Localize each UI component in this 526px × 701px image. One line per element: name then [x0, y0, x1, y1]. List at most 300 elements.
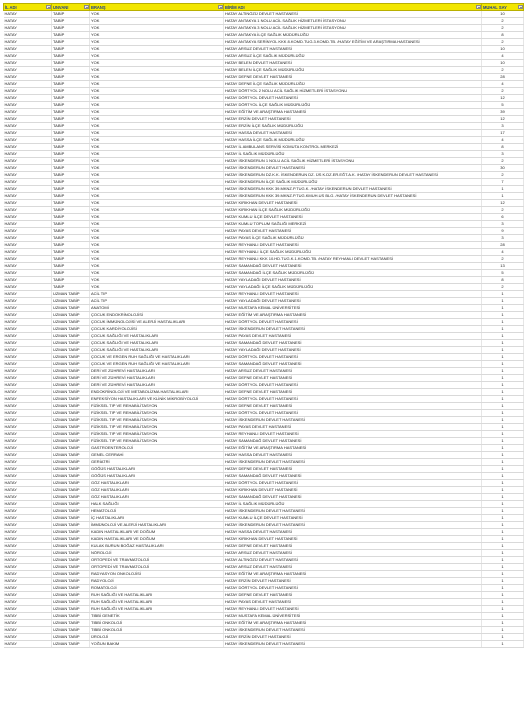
- table-cell[interactable]: 1: [482, 305, 524, 312]
- table-cell[interactable]: 1: [482, 340, 524, 347]
- table-cell[interactable]: HATAY ERZİN DEVLET HASTANESİ: [224, 634, 482, 641]
- table-cell[interactable]: 6: [482, 214, 524, 221]
- table-cell[interactable]: 1: [482, 438, 524, 445]
- table-cell[interactable]: HATAY KUMLU TOPLUM SAĞLIĞI MERKEZİ: [224, 221, 482, 228]
- table-cell[interactable]: HATAY KUMLU İLÇE DEVLET HASTANESİ: [224, 515, 482, 522]
- table-cell[interactable]: 4: [482, 53, 524, 60]
- table-cell[interactable]: UZMAN TABİP: [52, 396, 90, 403]
- filter-dropdown-icon[interactable]: [84, 5, 89, 10]
- table-cell[interactable]: UZMAN TABİP: [52, 557, 90, 564]
- table-cell[interactable]: HATAY SAMANDAĞ DEVLET HASTANESİ: [224, 473, 482, 480]
- table-cell[interactable]: HATAY: [4, 452, 52, 459]
- table-cell[interactable]: HATAY: [4, 557, 52, 564]
- table-cell[interactable]: HATAY: [4, 606, 52, 613]
- table-cell[interactable]: HATAY: [4, 214, 52, 221]
- table-cell[interactable]: HATAY: [4, 417, 52, 424]
- table-cell[interactable]: HATAY: [4, 592, 52, 599]
- table-cell[interactable]: HATAY SAMANDAĞ DEVLET HASTANESİ: [224, 361, 482, 368]
- table-cell[interactable]: HATAY KIRIKHAN DEVLET HASTANESİ: [224, 536, 482, 543]
- table-cell[interactable]: 1: [482, 431, 524, 438]
- table-cell[interactable]: HATAY İL AMBULANS SERVİSİ KOMUTA KONTROL MERKEZİ: [224, 144, 482, 151]
- table-cell[interactable]: YOK: [90, 81, 224, 88]
- table-cell[interactable]: 1: [482, 487, 524, 494]
- table-cell[interactable]: 1: [482, 291, 524, 298]
- table-cell[interactable]: HATAY REYHANLI İLÇE SAĞLIK MÜDÜRLÜĞÜ: [224, 249, 482, 256]
- table-cell[interactable]: HATAY: [4, 179, 52, 186]
- table-cell[interactable]: HATAY: [4, 88, 52, 95]
- table-cell[interactable]: UZMAN TABİP: [52, 347, 90, 354]
- table-cell[interactable]: HATAY: [4, 235, 52, 242]
- table-cell[interactable]: ACİL TIP: [90, 298, 224, 305]
- table-cell[interactable]: YOK: [90, 200, 224, 207]
- table-cell[interactable]: HATAY DEFNE DEVLET HASTANESİ: [224, 543, 482, 550]
- table-cell[interactable]: HATAY: [4, 158, 52, 165]
- table-cell[interactable]: 2: [482, 158, 524, 165]
- table-cell[interactable]: YOK: [90, 123, 224, 130]
- table-cell[interactable]: TABİP: [52, 81, 90, 88]
- table-cell[interactable]: HATAY SAMANDAĞ DEVLET HASTANESİ: [224, 263, 482, 270]
- table-cell[interactable]: 3: [482, 123, 524, 130]
- table-cell[interactable]: UZMAN TABİP: [52, 340, 90, 347]
- table-cell[interactable]: TABİP: [52, 270, 90, 277]
- table-cell[interactable]: ANATOMİ: [90, 305, 224, 312]
- table-cell[interactable]: HATAY EĞİTİM VE ARAŞTIRMA HASTANESİ: [224, 312, 482, 319]
- table-cell[interactable]: UZMAN TABİP: [52, 445, 90, 452]
- table-cell[interactable]: HATAY EĞİTİM VE ARAŞTIRMA HASTANESİ: [224, 620, 482, 627]
- table-cell[interactable]: 1: [482, 641, 524, 648]
- table-cell[interactable]: HATAY: [4, 571, 52, 578]
- table-cell[interactable]: HATAY SAMANDAĞ DEVLET HASTANESİ: [224, 438, 482, 445]
- table-cell[interactable]: TABİP: [52, 95, 90, 102]
- table-cell[interactable]: HATAY: [4, 459, 52, 466]
- table-cell[interactable]: 2: [482, 67, 524, 74]
- table-cell[interactable]: YOK: [90, 11, 224, 18]
- table-cell[interactable]: 1: [482, 480, 524, 487]
- table-cell[interactable]: HATAY İSKENDERUN DEVLET HASTANESİ: [224, 522, 482, 529]
- table-cell[interactable]: 13: [482, 263, 524, 270]
- filter-dropdown-icon[interactable]: [218, 5, 223, 10]
- table-cell[interactable]: HATAY: [4, 193, 52, 200]
- table-cell[interactable]: YOK: [90, 158, 224, 165]
- table-cell[interactable]: HATAY: [4, 522, 52, 529]
- table-cell[interactable]: HATAY EĞİTİM VE ARAŞTIRMA HASTANESİ: [224, 109, 482, 116]
- table-cell[interactable]: 1: [482, 459, 524, 466]
- table-cell[interactable]: UZMAN TABİP: [52, 571, 90, 578]
- table-cell[interactable]: 1: [482, 529, 524, 536]
- table-cell[interactable]: HATAY İL SAĞLIK MÜDÜRLÜĞÜ: [224, 501, 482, 508]
- table-cell[interactable]: TABİP: [52, 123, 90, 130]
- table-cell[interactable]: HATAY SAMANDAĞ DEVLET HASTANESİ: [224, 340, 482, 347]
- table-cell[interactable]: HATAY ARSUZ DEVLET HASTANESİ: [224, 550, 482, 557]
- table-cell[interactable]: 1: [482, 606, 524, 613]
- table-cell[interactable]: HATAY ANTAKYA 1 NOLU ACİL SAĞLIK HİZMETLERİ İSTASYONU: [224, 18, 482, 25]
- table-cell[interactable]: UZMAN TABİP: [52, 326, 90, 333]
- table-cell[interactable]: HATAY ARSUZ DEVLET HASTANESİ: [224, 564, 482, 571]
- table-cell[interactable]: 1: [482, 298, 524, 305]
- table-cell[interactable]: 1: [482, 620, 524, 627]
- table-cell[interactable]: HATAY MUSTAFA KEMAL ÜNİVERSİTESİ: [224, 305, 482, 312]
- table-cell[interactable]: YOK: [90, 284, 224, 291]
- table-cell[interactable]: HATAY DÖRTYOL 2 NOLU ACİL SAĞLIK HİZMETLERİ İSTASYONU: [224, 88, 482, 95]
- table-cell[interactable]: TABİP: [52, 116, 90, 123]
- table-cell[interactable]: TABİP: [52, 11, 90, 18]
- table-cell[interactable]: HATAY: [4, 585, 52, 592]
- table-cell[interactable]: UZMAN TABİP: [52, 375, 90, 382]
- table-cell[interactable]: YOK: [90, 228, 224, 235]
- table-cell[interactable]: DERİ VE ZÜHREVİ HASTALIKLARI: [90, 368, 224, 375]
- table-cell[interactable]: HATAY: [4, 137, 52, 144]
- table-cell[interactable]: 10: [482, 60, 524, 67]
- table-cell[interactable]: GÖZ HASTALIKLARI: [90, 487, 224, 494]
- table-cell[interactable]: YOK: [90, 60, 224, 67]
- table-cell[interactable]: HATAY REYHANLI DEVLET HASTANESİ: [224, 431, 482, 438]
- table-cell[interactable]: 1: [482, 354, 524, 361]
- table-cell[interactable]: YOK: [90, 256, 224, 263]
- table-cell[interactable]: 2: [482, 88, 524, 95]
- table-cell[interactable]: TIBBİ GENETİK: [90, 613, 224, 620]
- table-cell[interactable]: YOK: [90, 207, 224, 214]
- table-cell[interactable]: HATAY: [4, 515, 52, 522]
- filter-dropdown-icon[interactable]: [476, 5, 481, 10]
- table-cell[interactable]: YOK: [90, 116, 224, 123]
- table-cell[interactable]: TABİP: [52, 200, 90, 207]
- table-cell[interactable]: UZMAN TABİP: [52, 459, 90, 466]
- table-cell[interactable]: HATAY ARSUZ DEVLET HASTANESİ: [224, 368, 482, 375]
- table-cell[interactable]: TABİP: [52, 109, 90, 116]
- table-cell[interactable]: HATAY YAYLADAĞI DEVLET HASTANESİ: [224, 298, 482, 305]
- table-cell[interactable]: YOK: [90, 74, 224, 81]
- table-cell[interactable]: RUH SAĞLIĞI VE HASTALIKLARI: [90, 599, 224, 606]
- table-cell[interactable]: TIBBİ ONKOLOJİ: [90, 627, 224, 634]
- table-cell[interactable]: RADYOLOJİ: [90, 578, 224, 585]
- table-cell[interactable]: TABİP: [52, 39, 90, 46]
- table-cell[interactable]: ÜROLOJİ: [90, 634, 224, 641]
- table-cell[interactable]: TABİP: [52, 284, 90, 291]
- table-cell[interactable]: 39: [482, 109, 524, 116]
- table-cell[interactable]: HATAY ANTAKYA İLÇE SAĞLIK MÜDÜRLÜĞÜ: [224, 32, 482, 39]
- table-cell[interactable]: TABİP: [52, 214, 90, 221]
- table-cell[interactable]: TABİP: [52, 130, 90, 137]
- table-cell[interactable]: UZMAN TABİP: [52, 515, 90, 522]
- table-cell[interactable]: UZMAN TABİP: [52, 494, 90, 501]
- table-cell[interactable]: ÇOCUK ENDOKRİNOLOJİSİ: [90, 312, 224, 319]
- table-cell[interactable]: UZMAN TABİP: [52, 417, 90, 424]
- table-cell[interactable]: HATAY PAYAS DEVLET HASTANESİ: [224, 333, 482, 340]
- table-cell[interactable]: UZMAN TABİP: [52, 536, 90, 543]
- table-cell[interactable]: HATAY: [4, 501, 52, 508]
- table-cell[interactable]: UZMAN TABİP: [52, 627, 90, 634]
- table-cell[interactable]: 1: [482, 564, 524, 571]
- table-cell[interactable]: HATAY ERZİN İLÇE SAĞLIK MÜDÜRLÜĞÜ: [224, 123, 482, 130]
- table-cell[interactable]: TABİP: [52, 18, 90, 25]
- table-cell[interactable]: YOK: [90, 165, 224, 172]
- table-cell[interactable]: HATAY İSKENDERUN DEVLET HASTANESİ: [224, 641, 482, 648]
- table-cell[interactable]: TIBBİ ONKOLOJİ: [90, 620, 224, 627]
- table-cell[interactable]: HATAY: [4, 298, 52, 305]
- table-cell[interactable]: HATAY BELEN DEVLET HASTANESİ: [224, 60, 482, 67]
- table-cell[interactable]: 12: [482, 200, 524, 207]
- table-cell[interactable]: HATAY ALTINÖZÜ DEVLET HASTANESİ: [224, 557, 482, 564]
- table-cell[interactable]: HATAY: [4, 165, 52, 172]
- table-cell[interactable]: HATAY İSKENDERUN DEVLET HASTANESİ: [224, 459, 482, 466]
- table-cell[interactable]: HATAY: [4, 102, 52, 109]
- table-cell[interactable]: HATAY SAMANDAĞ İLÇE SAĞLIK MÜDÜRLÜĞÜ: [224, 270, 482, 277]
- table-cell[interactable]: HATAY ARSUZ İLÇE SAĞLIK MÜDÜRLÜĞÜ: [224, 53, 482, 60]
- table-cell[interactable]: HATAY DÖRTYOL DEVLET HASTANESİ: [224, 354, 482, 361]
- table-cell[interactable]: YOK: [90, 18, 224, 25]
- table-cell[interactable]: HATAY REYHANLI DEVLET HASTANESİ: [224, 242, 482, 249]
- table-cell[interactable]: HATAY: [4, 305, 52, 312]
- table-cell[interactable]: TABİP: [52, 186, 90, 193]
- table-cell[interactable]: ÇOCUK SAĞLIĞI VE HASTALIKLARI: [90, 340, 224, 347]
- table-cell[interactable]: 1: [482, 494, 524, 501]
- table-cell[interactable]: HATAY: [4, 410, 52, 417]
- table-cell[interactable]: HATAY: [4, 445, 52, 452]
- table-cell[interactable]: 1: [482, 389, 524, 396]
- table-cell[interactable]: UZMAN TABİP: [52, 354, 90, 361]
- table-cell[interactable]: HATAY HASSA DEVLET HASTANESİ: [224, 529, 482, 536]
- table-cell[interactable]: HATAY: [4, 130, 52, 137]
- table-cell[interactable]: HATAY: [4, 466, 52, 473]
- table-cell[interactable]: HATAY: [4, 494, 52, 501]
- table-cell[interactable]: HATAY: [4, 81, 52, 88]
- table-cell[interactable]: 1: [482, 347, 524, 354]
- table-cell[interactable]: HATAY İSKENDERUN DEVLET HASTANESİ: [224, 417, 482, 424]
- table-cell[interactable]: HATAY: [4, 361, 52, 368]
- table-cell[interactable]: TABİP: [52, 277, 90, 284]
- table-cell[interactable]: 2: [482, 207, 524, 214]
- table-cell[interactable]: HATAY HASSA DEVLET HASTANESİ: [224, 130, 482, 137]
- table-cell[interactable]: HATAY DÖRTYOL DEVLET HASTANESİ: [224, 480, 482, 487]
- table-cell[interactable]: 1: [482, 396, 524, 403]
- table-cell[interactable]: ACİL TIP: [90, 291, 224, 298]
- table-cell[interactable]: HATAY: [4, 480, 52, 487]
- table-cell[interactable]: FİZİKSEL TIP VE REHABİLİTASYON: [90, 424, 224, 431]
- table-cell[interactable]: UZMAN TABİP: [52, 480, 90, 487]
- table-cell[interactable]: HATAY İSKENDERUN 1 NOLU ACİL SAĞLIK HİZMETLERİ İSTASYONU: [224, 158, 482, 165]
- table-cell[interactable]: TABİP: [52, 137, 90, 144]
- table-cell[interactable]: UZMAN TABİP: [52, 585, 90, 592]
- table-cell[interactable]: HATAY: [4, 319, 52, 326]
- table-cell[interactable]: UZMAN TABİP: [52, 613, 90, 620]
- table-cell[interactable]: HATAY: [4, 627, 52, 634]
- table-cell[interactable]: TABİP: [52, 179, 90, 186]
- table-cell[interactable]: HATAY: [4, 256, 52, 263]
- table-cell[interactable]: TABİP: [52, 263, 90, 270]
- table-cell[interactable]: TABİP: [52, 207, 90, 214]
- table-cell[interactable]: 1: [482, 522, 524, 529]
- table-cell[interactable]: 1: [482, 599, 524, 606]
- table-cell[interactable]: HATAY: [4, 60, 52, 67]
- table-cell[interactable]: HATAY ERZİN DEVLET HASTANESİ: [224, 578, 482, 585]
- table-cell[interactable]: 1: [482, 571, 524, 578]
- table-cell[interactable]: HATAY: [4, 333, 52, 340]
- table-cell[interactable]: 1: [482, 585, 524, 592]
- table-cell[interactable]: RUH SAĞLIĞI VE HASTALIKLARI: [90, 592, 224, 599]
- table-cell[interactable]: UZMAN TABİP: [52, 564, 90, 571]
- table-cell[interactable]: HATAY DÖRTYOL DEVLET HASTANESİ: [224, 585, 482, 592]
- table-cell[interactable]: YOK: [90, 39, 224, 46]
- table-cell[interactable]: UZMAN TABİP: [52, 487, 90, 494]
- table-cell[interactable]: HATAY: [4, 228, 52, 235]
- table-cell[interactable]: HATAY EĞİTİM VE ARAŞTIRMA HASTANESİ: [224, 571, 482, 578]
- table-cell[interactable]: HATAY REYHANLI DEVLET HASTANESİ: [224, 291, 482, 298]
- table-cell[interactable]: TABİP: [52, 193, 90, 200]
- table-cell[interactable]: 1: [482, 473, 524, 480]
- table-cell[interactable]: YOK: [90, 102, 224, 109]
- table-cell[interactable]: YOK: [90, 221, 224, 228]
- table-cell[interactable]: UZMAN TABİP: [52, 522, 90, 529]
- table-cell[interactable]: 1: [482, 634, 524, 641]
- table-cell[interactable]: YOK: [90, 235, 224, 242]
- table-cell[interactable]: UZMAN TABİP: [52, 382, 90, 389]
- table-cell[interactable]: 1: [482, 543, 524, 550]
- table-cell[interactable]: HATAY ERZİN DEVLET HASTANESİ: [224, 116, 482, 123]
- table-cell[interactable]: HATAY: [4, 284, 52, 291]
- table-cell[interactable]: UZMAN TABİP: [52, 403, 90, 410]
- table-cell[interactable]: UZMAN TABİP: [52, 501, 90, 508]
- table-cell[interactable]: UZMAN TABİP: [52, 438, 90, 445]
- table-cell[interactable]: HATAY: [4, 32, 52, 39]
- table-cell[interactable]: YOK: [90, 144, 224, 151]
- table-cell[interactable]: 28: [482, 74, 524, 81]
- table-cell[interactable]: HATAY YAYLADAĞI İLÇE SAĞLIK MÜDÜRLÜĞÜ: [224, 284, 482, 291]
- table-cell[interactable]: UZMAN TABİP: [52, 389, 90, 396]
- table-cell[interactable]: 1: [482, 613, 524, 620]
- table-cell[interactable]: 1: [482, 627, 524, 634]
- table-cell[interactable]: TABİP: [52, 249, 90, 256]
- table-cell[interactable]: HATAY DÖRTYOL DEVLET HASTANESİ: [224, 95, 482, 102]
- table-cell[interactable]: DERİ VE ZÜHREVİ HASTALIKLARI: [90, 382, 224, 389]
- table-cell[interactable]: 12: [482, 95, 524, 102]
- table-cell[interactable]: HATAY: [4, 403, 52, 410]
- table-cell[interactable]: HATAY: [4, 641, 52, 648]
- table-cell[interactable]: YOK: [90, 25, 224, 32]
- table-cell[interactable]: 1: [482, 424, 524, 431]
- table-cell[interactable]: UZMAN TABİP: [52, 410, 90, 417]
- table-cell[interactable]: 8: [482, 32, 524, 39]
- table-cell[interactable]: UZMAN TABİP: [52, 466, 90, 473]
- table-cell[interactable]: 1: [482, 592, 524, 599]
- table-cell[interactable]: HATAY: [4, 123, 52, 130]
- table-cell[interactable]: UZMAN TABİP: [52, 550, 90, 557]
- table-cell[interactable]: TABİP: [52, 221, 90, 228]
- table-cell[interactable]: HATAY: [4, 389, 52, 396]
- table-cell[interactable]: 3: [482, 151, 524, 158]
- table-cell[interactable]: KADIN HASTALIKLARI VE DOĞUM: [90, 529, 224, 536]
- table-cell[interactable]: HATAY: [4, 172, 52, 179]
- table-cell[interactable]: YOK: [90, 130, 224, 137]
- table-cell[interactable]: GÖĞÜS HASTALIKLARI: [90, 466, 224, 473]
- table-cell[interactable]: UZMAN TABİP: [52, 361, 90, 368]
- table-cell[interactable]: HATAY: [4, 550, 52, 557]
- table-cell[interactable]: 2: [482, 18, 524, 25]
- table-cell[interactable]: 2: [482, 172, 524, 179]
- table-cell[interactable]: UZMAN TABİP: [52, 508, 90, 515]
- table-cell[interactable]: HATAY: [4, 382, 52, 389]
- table-cell[interactable]: UZMAN TABİP: [52, 606, 90, 613]
- table-cell[interactable]: HATAY MUSTAFA KEMAL ÜNİVERSİTESİ: [224, 613, 482, 620]
- table-cell[interactable]: YOK: [90, 179, 224, 186]
- table-cell[interactable]: HATAY DÖRTYOL DEVLET HASTANESİ: [224, 396, 482, 403]
- table-cell[interactable]: UZMAN TABİP: [52, 641, 90, 648]
- table-cell[interactable]: HATAY DÖRTYOL DEVLET HASTANESİ: [224, 382, 482, 389]
- table-cell[interactable]: ORTOPEDİ VE TRAVMATOLOJİ: [90, 564, 224, 571]
- table-cell[interactable]: HATAY ANTAKYA 3 NOLU ACİL SAĞLIK HİZMETLERİ İSTASYONU: [224, 25, 482, 32]
- table-cell[interactable]: 1: [482, 466, 524, 473]
- table-cell[interactable]: 9: [482, 228, 524, 235]
- table-cell[interactable]: UZMAN TABİP: [52, 529, 90, 536]
- table-cell[interactable]: HATAY: [4, 200, 52, 207]
- table-cell[interactable]: HATAY: [4, 144, 52, 151]
- table-cell[interactable]: ÇOCUK VE ERGEN RUH SAĞLIĞI VE HASTALIKLARI: [90, 354, 224, 361]
- table-cell[interactable]: GÖZ HASTALIKLARI: [90, 494, 224, 501]
- table-cell[interactable]: HATAY: [4, 277, 52, 284]
- table-cell[interactable]: HATAY DEFNE DEVLET HASTANESİ: [224, 592, 482, 599]
- table-cell[interactable]: FİZİKSEL TIP VE REHABİLİTASYON: [90, 403, 224, 410]
- table-cell[interactable]: TABİP: [52, 158, 90, 165]
- table-cell[interactable]: HATAY İSKENDERUN KKK 39.MKNZ.P.TUG.KMUH.US BLG. /HATAY İSKENDERUN DEVLET HASTANESİ: [224, 193, 482, 200]
- table-cell[interactable]: HATAY: [4, 291, 52, 298]
- table-cell[interactable]: TABİP: [52, 25, 90, 32]
- table-cell[interactable]: HATAY: [4, 11, 52, 18]
- table-cell[interactable]: ÇOCUK SAĞLIĞI VE HASTALIKLARI: [90, 347, 224, 354]
- table-cell[interactable]: TABİP: [52, 32, 90, 39]
- table-cell[interactable]: FİZİKSEL TIP VE REHABİLİTASYON: [90, 431, 224, 438]
- table-cell[interactable]: 1: [482, 452, 524, 459]
- table-cell[interactable]: UZMAN TABİP: [52, 368, 90, 375]
- table-cell[interactable]: HATAY: [4, 95, 52, 102]
- table-cell[interactable]: 28: [482, 242, 524, 249]
- table-cell[interactable]: HATAY DEFNE DEVLET HASTANESİ: [224, 74, 482, 81]
- table-cell[interactable]: TABİP: [52, 46, 90, 53]
- table-cell[interactable]: 1: [482, 193, 524, 200]
- table-cell[interactable]: HATAY ARSUZ DEVLET HASTANESİ: [224, 46, 482, 53]
- table-cell[interactable]: KULAK BURUN BOĞAZ HASTALIKLARI: [90, 543, 224, 550]
- table-cell[interactable]: KADIN HASTALIKLARI VE DOĞUM: [90, 536, 224, 543]
- table-cell[interactable]: HATAY: [4, 431, 52, 438]
- table-cell[interactable]: HATAY DEFNE DEVLET HASTANESİ: [224, 389, 482, 396]
- table-cell[interactable]: YOK: [90, 67, 224, 74]
- table-cell[interactable]: ROMATOLOJİ: [90, 585, 224, 592]
- table-cell[interactable]: UZMAN TABİP: [52, 424, 90, 431]
- table-cell[interactable]: TABİP: [52, 256, 90, 263]
- table-cell[interactable]: TABİP: [52, 242, 90, 249]
- table-cell[interactable]: HATAY: [4, 438, 52, 445]
- table-cell[interactable]: HATAY: [4, 529, 52, 536]
- table-cell[interactable]: 1: [482, 557, 524, 564]
- table-cell[interactable]: HATAY: [4, 242, 52, 249]
- table-cell[interactable]: HATAY: [4, 270, 52, 277]
- table-cell[interactable]: YOK: [90, 242, 224, 249]
- table-cell[interactable]: 1: [482, 410, 524, 417]
- table-cell[interactable]: ÇOCUK KARDİYOLOJİSİ: [90, 326, 224, 333]
- table-cell[interactable]: UZMAN TABİP: [52, 543, 90, 550]
- table-cell[interactable]: HATAY: [4, 18, 52, 25]
- table-cell[interactable]: HATAY: [4, 312, 52, 319]
- table-cell[interactable]: HATAY: [4, 487, 52, 494]
- table-cell[interactable]: HATAY İSKENDERUN DEVLET HASTANESİ: [224, 326, 482, 333]
- table-cell[interactable]: HATAY PAYAS İLÇE SAĞLIK MÜDÜRLÜĞÜ: [224, 235, 482, 242]
- table-cell[interactable]: HATAY BELEN İLÇE SAĞLIK MÜDÜRLÜĞÜ: [224, 67, 482, 74]
- table-cell[interactable]: YOK: [90, 277, 224, 284]
- table-cell[interactable]: HATAY KIRIKHAN DEVLET HASTANESİ: [224, 487, 482, 494]
- table-cell[interactable]: 2: [482, 39, 524, 46]
- table-cell[interactable]: YOK: [90, 109, 224, 116]
- table-cell[interactable]: UZMAN TABİP: [52, 333, 90, 340]
- table-cell[interactable]: HATAY: [4, 424, 52, 431]
- table-cell[interactable]: HATAY: [4, 151, 52, 158]
